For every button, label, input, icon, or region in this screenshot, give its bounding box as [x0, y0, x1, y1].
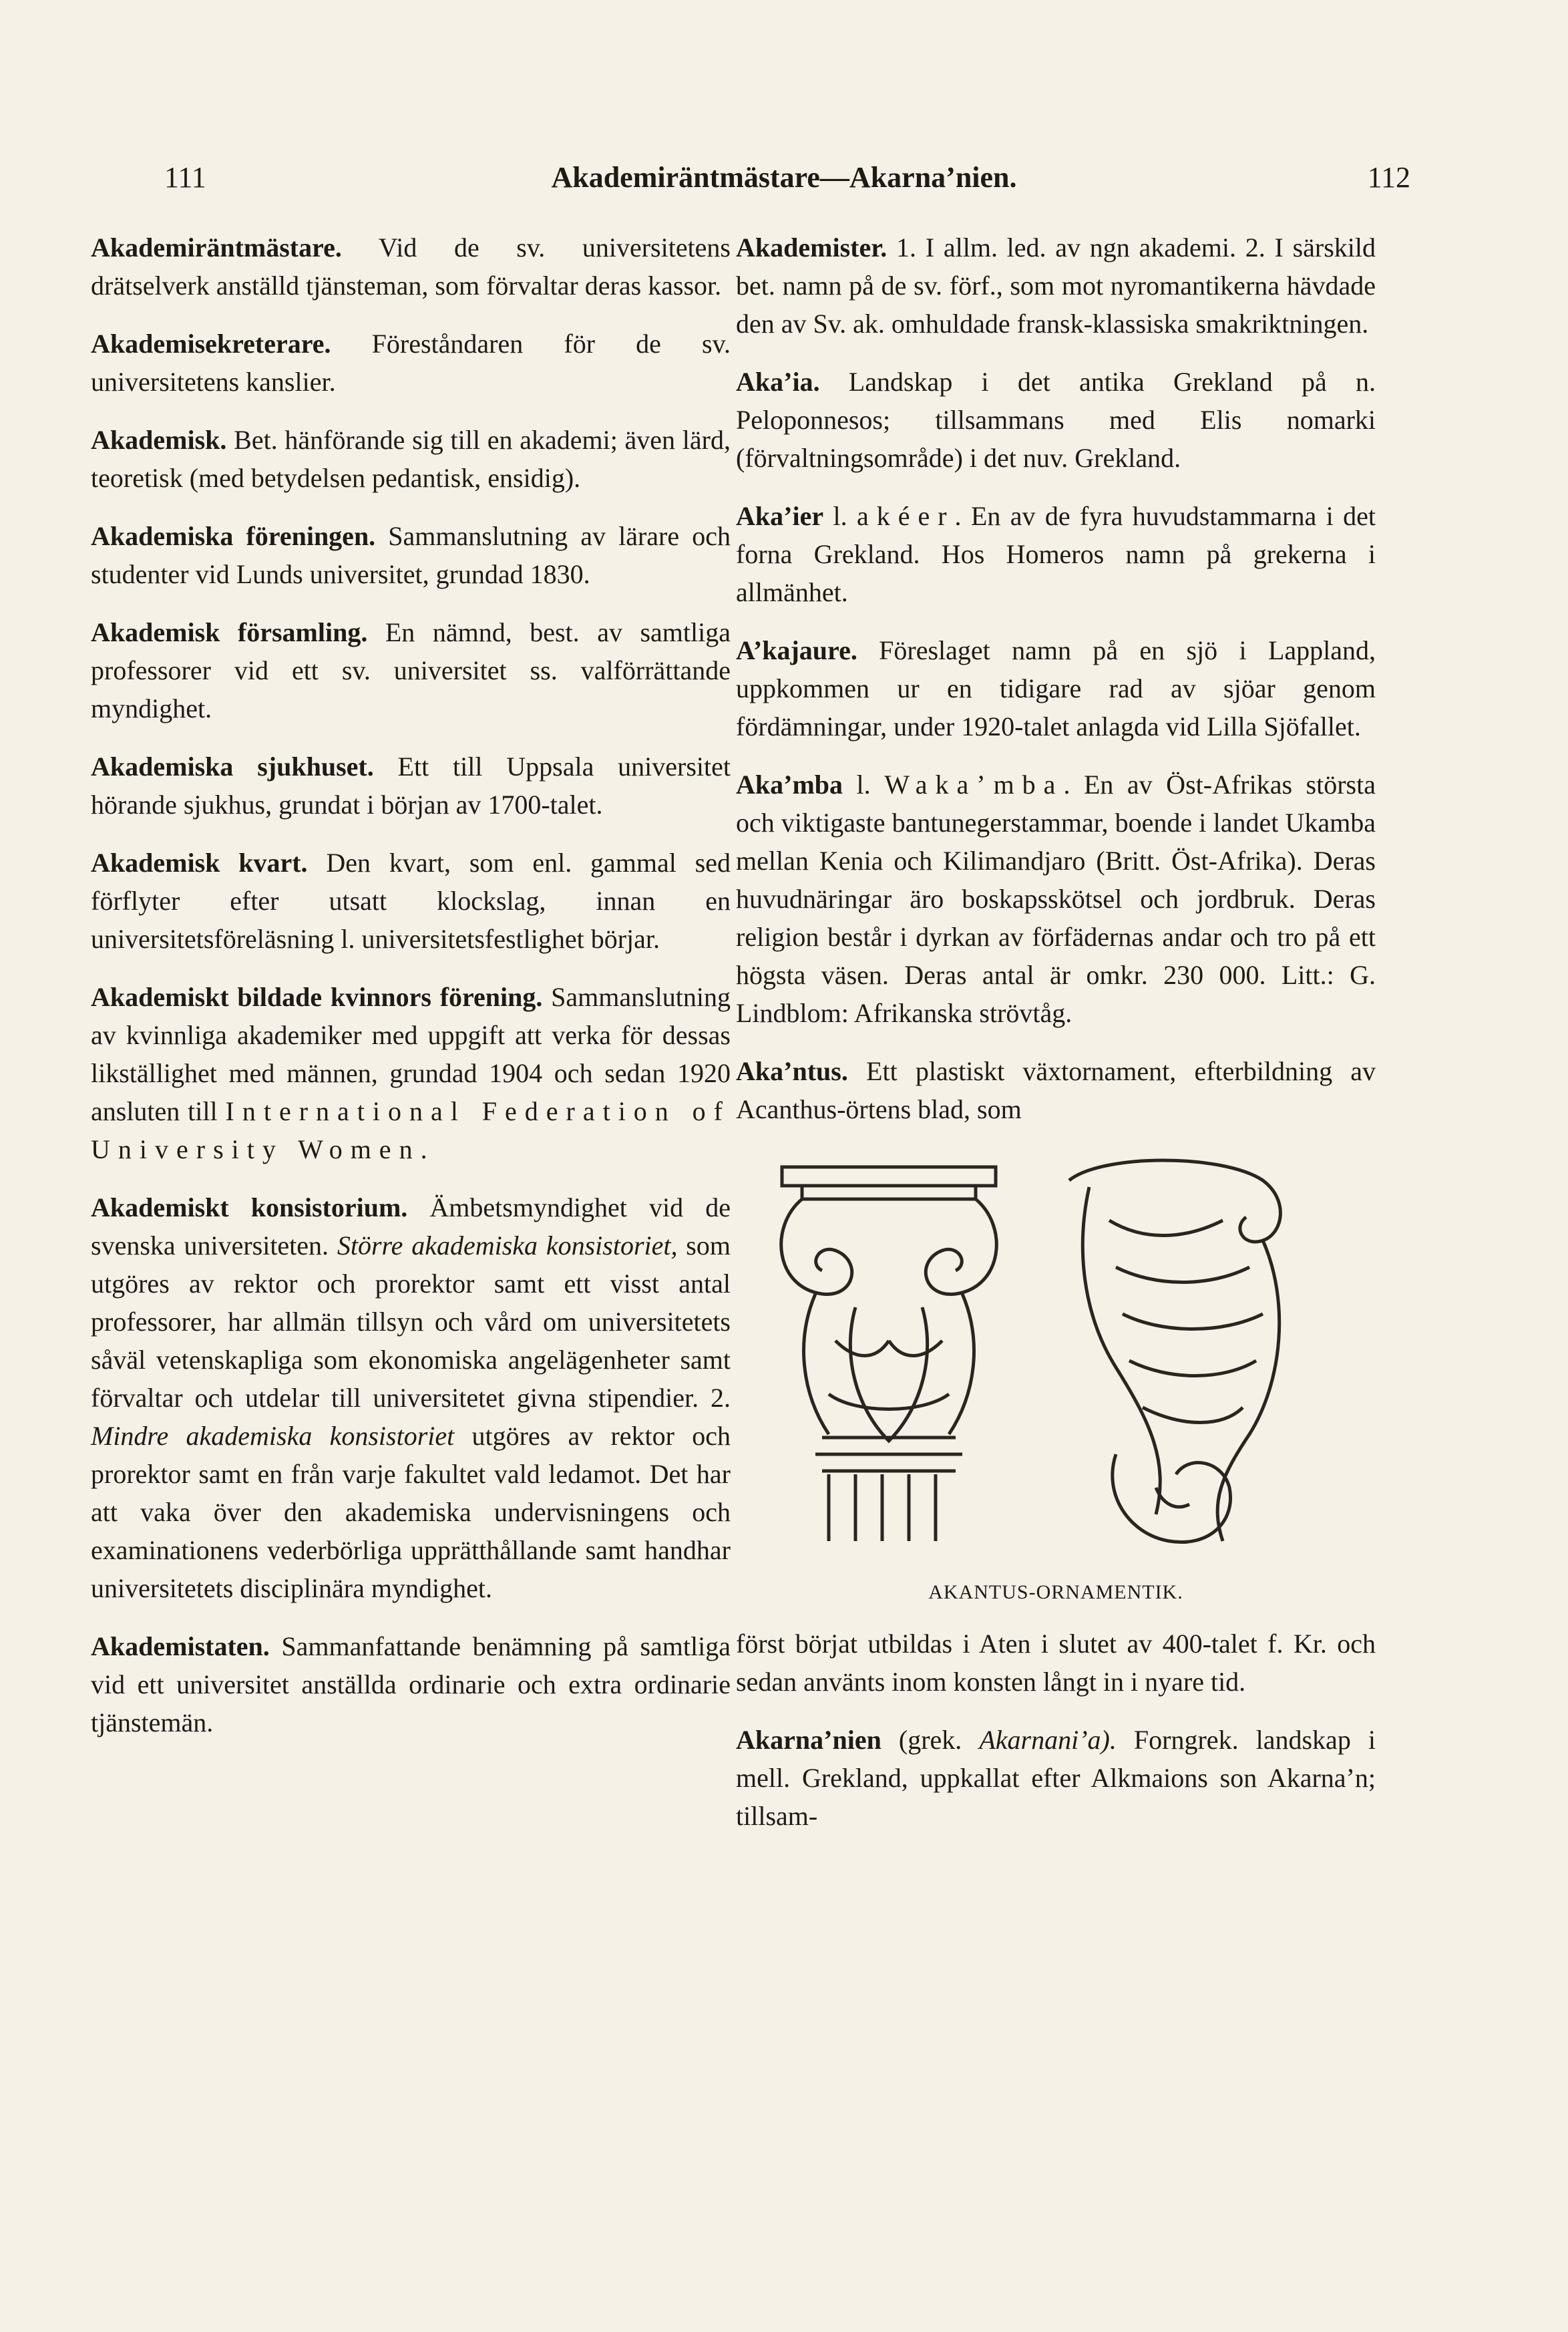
figure-caption: AKANTUS-ORNAMENTIK. [928, 1581, 1183, 1603]
entry [91, 747, 731, 824]
entry-text: Forngrek. landskap i mell. Grekland, uppkallat efter Alkmaions son Akarna’n; tillsam- [736, 1725, 1376, 1831]
entry-text: Föreståndaren för de sv. universitetens kanslier. [91, 329, 731, 397]
entry [91, 978, 731, 1168]
entry [736, 1052, 1376, 1128]
entry-text: Sammanslutning av kvinnliga akademiker med uppgift att verka för dessas likställighet med männen, grundad 1904 och sedan 1920 ansluten till [91, 982, 731, 1126]
entry-headword: Akademiska föreningen. [91, 521, 376, 551]
entry-headword: Aka’ia. [736, 367, 820, 397]
entry-headword: Aka’ntus. [736, 1056, 848, 1086]
entry-headword: Akademisekreterare. [91, 329, 331, 359]
entry-text: Landskap i det antika Grekland på n. Peloponnesos; tillsammans med Elis nomarki (förvaltningsområde) i det nuv. Grekland. [736, 367, 1376, 473]
bell-outline [804, 1294, 974, 1434]
leaf-top-curl [1069, 1160, 1280, 1242]
entry-text: En nämnd, best. av samtliga professorer vid ett sv. universitet ss. valförrättande myndighet. [91, 617, 731, 723]
entry-headword: Akademiska sjukhuset. [91, 752, 374, 782]
entry [736, 631, 1376, 745]
running-header [0, 160, 1568, 200]
entry-headword: Akademisk församling. [91, 617, 368, 647]
entry [91, 1627, 731, 1741]
entry [736, 228, 1376, 343]
entry-headword: Akademister. [736, 232, 888, 263]
entry [736, 363, 1376, 477]
running-title: Akademiräntmästare—Akarna’nien. [551, 161, 1017, 194]
left-column [91, 228, 731, 1762]
acanthus-leaf-group [1069, 1160, 1280, 1542]
capital-abacus [782, 1167, 996, 1186]
entry-headword: Akademistaten. [91, 1631, 270, 1661]
entry [736, 1721, 1376, 1835]
entry-spaced-text: akéer [856, 501, 955, 531]
entry-italic-term: Större akademiska konsistoriet, [337, 1230, 678, 1261]
capital-abacus-lower [802, 1186, 976, 1199]
column-flutes [829, 1474, 936, 1541]
right-column [736, 228, 1376, 1855]
entry-italic-term: Mindre akademiska konsistoriet [91, 1421, 455, 1451]
left-volute [781, 1199, 852, 1294]
center-leaf [850, 1307, 927, 1441]
entry-text: (grek. [881, 1725, 980, 1755]
entry-spaced-text: Waka’mba [884, 770, 1064, 800]
entry [736, 1625, 1376, 1701]
entry-text: . En av Öst-Afrikas största och viktigaste bantunegerstammar, boende i landet Ukamba mellan Kenia och Kilimandjaro (Britt. Öst-Afrika). Deras huvudnäringar äro boskapsskötsel och jordbruk. Deras religion består i dyrkan av förfädernas andar och tro på ett högsta väsen. Deras antal är omkr. 230 000. Litt.: G. Lindblom: Afrikanska strövtåg. [736, 770, 1376, 1028]
entry-headword: Akademisk. [91, 425, 227, 455]
entry-headword: A’kajaure. [736, 635, 857, 665]
entry-headword: Akarna’nien [736, 1725, 881, 1755]
entry-headword: Akademiräntmästare. [91, 232, 342, 263]
entry-headword: Aka’ier [736, 501, 824, 531]
entry-text: Ett till Uppsala universitet hörande sjukhus, grundat i början av 1700-talet. [91, 752, 731, 820]
entry-text: Ett plastiskt växtornament, efterbildning av Acanthus-örtens blad, som [736, 1056, 1376, 1124]
right-volute [926, 1199, 996, 1294]
entry-text: först börjat utbildas i Aten i slutet av 400-talet f. Kr. och sedan använts inom konsten långt in i nyare tid. [736, 1629, 1376, 1697]
entry-text: Den kvart, som enl. gammal sed förflyter efter utsatt klockslag, innan en universitetsföreläsning l. universitetsfestlighet börjar. [91, 848, 731, 954]
entry [736, 766, 1376, 1032]
entry-headword: Aka’mba [736, 770, 843, 800]
acanthus-figure [736, 1140, 1376, 1611]
acanthus-ornament-illustration [755, 1140, 1356, 1568]
entry [91, 325, 731, 401]
leaf-stem-right [1217, 1240, 1280, 1541]
entry-headword: Akademiskt konsistorium. [91, 1192, 408, 1222]
entry-text: som utgöres av rektor och prorektor samt ett visst antal professorer, har allmän tillsyn och vård om universitetets såväl vetenskapliga som ekonomiska angelägenheter samt förvaltar och utdelar till universitetet givna stipendier. 2. [91, 1230, 731, 1413]
entry [91, 228, 731, 305]
leaf-stem-left [1083, 1187, 1160, 1514]
entry-text: Bet. hänförande sig till en akademi; även lärd, teoretisk (med betydelsen pedantisk, ensidig). [91, 425, 731, 493]
entry [91, 844, 731, 958]
entry [736, 497, 1376, 611]
entry-text: . En av de fyra huvudstammarna i det forna Grekland. Hos Homeros namn på grekerna i allmänhet. [736, 501, 1376, 607]
left-page-number: 111 [164, 161, 206, 194]
entry [91, 613, 731, 727]
entry-headword: Akademiskt bildade kvinnors förening. [91, 982, 543, 1012]
entry-text: Sammanslutning av lärare och studenter vid Lunds universitet, grundad 1830. [91, 521, 731, 589]
entry-text: Ämbetsmyndighet vid de svenska universiteten. [91, 1192, 731, 1261]
entry-text: Föreslaget namn på en sjö i Lappland, uppkommen ur en tidigare rad av sjöar genom fördämningar, under 1920-talet anlagda vid Lilla Sjöfallet. [736, 635, 1376, 741]
entry [91, 517, 731, 593]
entry-text: . [420, 1134, 427, 1164]
entry-text: utgöres av rektor och prorektor samt en från varje fakultet vald ledamot. Det har att vaka över den akademiska undervisningens och examinationens vederbörliga upprätthållande samt handhar universitetets disciplinära myndighet. [91, 1421, 731, 1603]
entry-italic-term: Akarnani’a). [979, 1725, 1117, 1755]
entry-spaced-text: International Federation of University Women [91, 1096, 731, 1164]
shell-curl [1113, 1454, 1231, 1542]
entry-text: 1. I allm. led. av ngn akademi. 2. I särskild bet. namn på de sv. förf., som mot nyromantikerna hävdade den av Sv. ak. omhuldade fransk-klassiska smakriktningen. [736, 232, 1376, 339]
entry-text: Sammanfattande benämning på samtliga vid ett universitet anställda ordinarie och extra ordinarie tjänstemän. [91, 1631, 731, 1737]
entry [91, 421, 731, 497]
entry-headword: Akademisk kvart. [91, 848, 308, 878]
entry-text: l. [823, 501, 857, 531]
entry [91, 1188, 731, 1607]
right-page-number: 112 [1367, 161, 1410, 194]
entry-text: Vid de sv. universitetens drätselverk anställd tjänsteman, som förvaltar deras kassor. [91, 232, 731, 301]
entry-text: l. [843, 770, 885, 800]
